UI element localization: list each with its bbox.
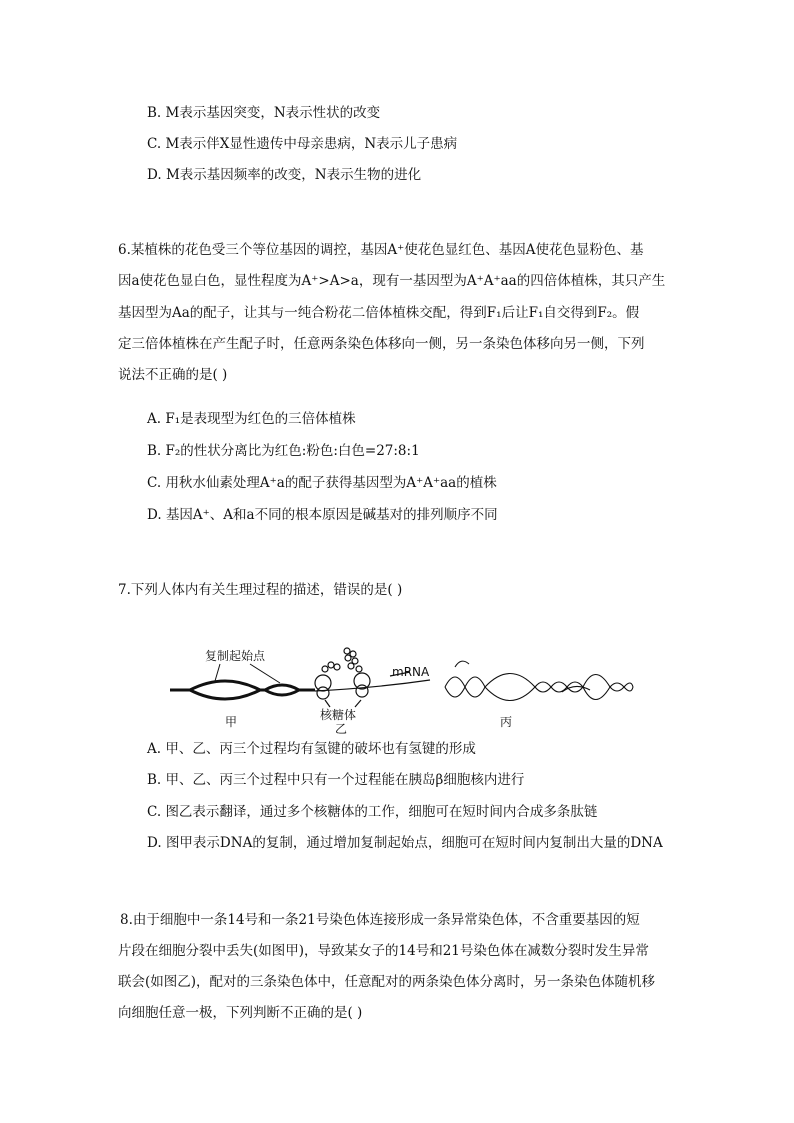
q7-figure (165, 642, 635, 737)
ribosome-label: 核糖体 (320, 708, 357, 722)
label-jia: 甲 (225, 715, 238, 729)
transcription-diagram (445, 661, 633, 700)
q8-stem-line-4: 向细胞任意一极，下列判断不正确的是( ) (118, 1005, 363, 1021)
q5-option-c: C. M表示伴X显性遗传中母亲患病，N表示儿子患病 (147, 136, 458, 152)
q7-stem: 7.下列人体内有关生理过程的描述，错误的是( ) (118, 582, 403, 598)
q6-option-d: D. 基因A⁺、A和a不同的根本原因是碱基对的排列顺序不同 (147, 507, 498, 523)
q8-stem-line-2: 片段在细胞分裂中丢失(如图甲)，导致某女子的14号和21号染色体在减数分裂时发生异常 (118, 943, 649, 959)
q7-option-b: B. 甲、乙、丙三个过程中只有一个过程能在胰岛β细胞核内进行 (147, 772, 525, 788)
q5-option-d: D. M表示基因频率的改变，N表示生物的进化 (147, 167, 422, 183)
label-bing: 丙 (500, 715, 513, 729)
q8-stem-line-1: 8.由于细胞中一条14号和一条21号染色体连接形成一条异常染色体，不含重要基因的短 (120, 912, 640, 928)
label-yi: 乙 (335, 722, 348, 736)
q8-stem-line-3: 联会(如图乙)，配对的三条染色体中，任意配对的两条染色体分离时，另一条染色体随机移 (118, 974, 656, 990)
dna-process-diagram (165, 642, 635, 737)
q6-option-c: C. 用秋水仙素处理A⁺a的配子获得基因型为A⁺A⁺aa的植株 (147, 475, 497, 491)
q6-stem-line-5: 说法不正确的是( ) (118, 367, 228, 383)
q6-stem-line-1: 6.某植株的花色受三个等位基因的调控，基因A⁺使花色显红色、基因A使花色显粉色、基 (118, 242, 644, 258)
q7-option-c: C. 图乙表示翻译，通过多个核糖体的工作，细胞可在短时间内合成多条肽链 (147, 804, 598, 820)
q6-option-b: B. F₂的性状分离比为红色:粉色:白色=27:8:1 (147, 443, 420, 459)
q6-stem-line-3: 基因型为Aa的配子，让其与一纯合粉花二倍体植株交配，得到F₁后让F₁自交得到F₂。假 (118, 305, 640, 321)
q5-option-b: B. M表示基因突变，N表示性状的改变 (147, 105, 381, 121)
replication-origin-label: 复制起始点 (205, 649, 266, 663)
q6-stem-line-4: 定三倍体植株在产生配子时，任意两条染色体移向一侧，另一条染色体移向另一侧，下列 (118, 336, 645, 352)
q7-option-a: A. 甲、乙、丙三个过程均有氢键的破坏也有氢键的形成 (147, 741, 476, 757)
mrna-label: mRNA (392, 665, 430, 679)
replication-diagram (170, 664, 315, 699)
q6-option-a: A. F₁是表现型为红色的三倍体植株 (147, 411, 356, 427)
q7-option-d: D. 图甲表示DNA的复制，通过增加复制起始点，细胞可在短时间内复制出大量的DNA (147, 835, 663, 851)
q6-stem-line-2: 因a使花色显白色，显性程度为A⁺>A>a，现有一基因型为A⁺A⁺aa的四倍体植株，其只产生 (118, 273, 666, 289)
